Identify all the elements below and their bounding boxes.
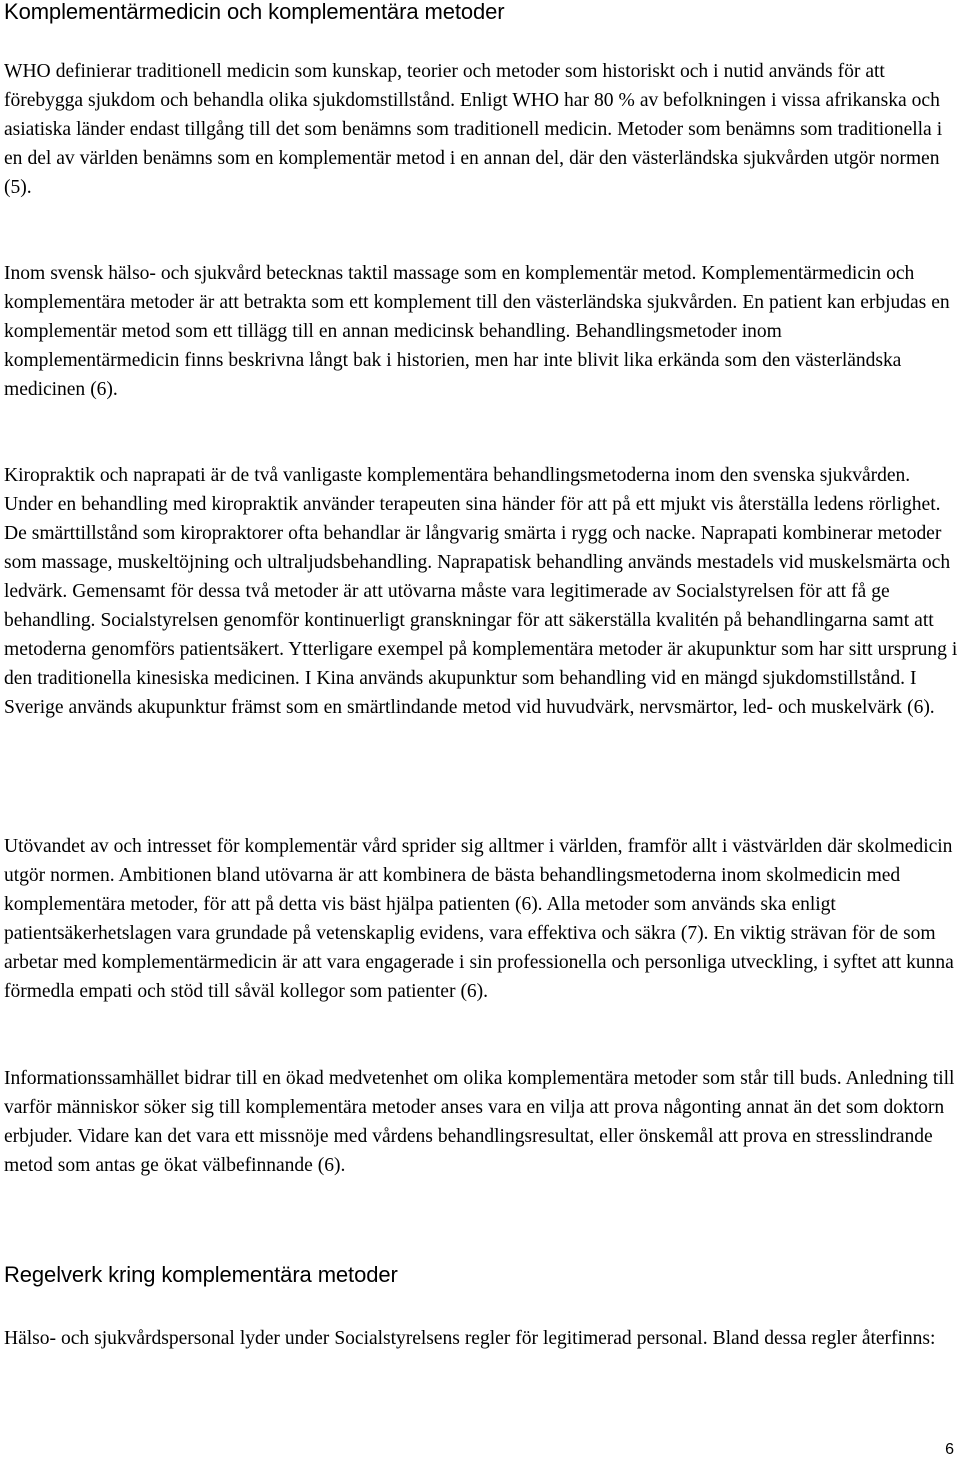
paragraph-who-definition: WHO definierar traditionell medicin som kunskap, teorier och metoder som historiskt och i nutid används för att förebygga sjukdom och behandla olika sjukdomstillstånd. Enligt WHO har 80 % av befolkningen i vissa afrikanska och asiatiska länder endast tillgång till det som benämns som traditionell medicin. Metoder som benämns som traditionella i en del av världen benämns som en komplementär metod i en annan del, där den västerländska sjukvården utgör normen (5). [4,61,943,198]
paragraph-halso-sjukvardspersonal: Hälso- och sjukvårdspersonal lyder under Socialstyrelsens regler för legitimerad personal. Bland dessa regler återfinns: [4,1328,936,1349]
paragraph-taktil-massage: Inom svensk hälso- och sjukvård betecknas taktil massage som en komplementär metod. Komplementärmedicin och komplementära metoder är att betrakta som ett komplement till den västerländska sjukvården. En patient kan erbjudas en komplementär metod som ett tillägg till en annan medicinsk behandling. Behandlingsmetoder inom komplementärmedicin finns beskrivna långt bak i historien, men har inte blivit lika erkända som den västerländska medicinen (6). [4,263,950,400]
section-heading-komplementarmedicin: Komplementärmedicin och komplementära metoder [4,0,505,24]
page-number: 6 [945,1441,954,1458]
paragraph-kiropraktik-naprapati: Kiropraktik och naprapati är de två vanligaste komplementära behandlingsmetoderna inom den svenska sjukvården. Under en behandling med kiropraktik använder terapeuten sina händer för att på ett mjukt vis återställa ledens rörlighet. De smärttillstånd som kiropraktorer ofta behandlar är långvarig smärta i rygg och nacke. Naprapati kombinerar metoder som massage, muskeltöjning och ultraljudsbehandling. Naprapatisk behandling används mestadels vid muskelsmärta och ledvärk. Gemensamt för dessa två metoder är att utövarna måste vara legitimerade av Socialstyrelsen för att få ge behandling. Socialstyrelsen genomför kontinuerligt granskningar för att säkerställa kvalitén på behandlingarna samt att metoderna genomförs patientsäkert. Ytterligare exempel på komplementära metoder är akupunktur som har sitt ursprung i den traditionella kinesiska medicinen. I Kina används akupunktur som behandling vid en mängd sjukdomstillstånd. I Sverige används akupunktur främst som en smärtlindande metod vid huvudvärk, nervsmärtor, led- och muskelvärk (6). [4,465,958,718]
paragraph-informationssamhallet: Informationssamhället bidrar till en ökad medvetenhet om olika komplementära metoder som står till buds. Anledning till varför människor söker sig till komplementära metoder anses vara en vilja att prova någonting annat än det som doktorn erbjuder. Vidare kan det vara ett missnöje med vårdens behandlingsresultat, eller önskemål att prova en stresslindrande metod som antas ge ökat välbefinnande (6). [4,1068,955,1176]
section-heading-regelverk: Regelverk kring komplementära metoder [4,1262,398,1287]
paragraph-utovandet: Utövandet av och intresset för komplementär vård sprider sig alltmer i världen, framför allt i västvärlden där skolmedicin utgör normen. Ambitionen bland utövarna är att kombinera de bästa behandlingsmetoderna inom skolmedicin med komplementära metoder, för att på detta vis bäst hjälpa patienten (6). Alla metoder som används ska enligt patientsäkerhetslagen vara grundade på vetenskaplig evidens, vara effektiva och säkra (7). En viktig strävan för de som arbetar med komplementärmedicin är att vara engagerade i sin professionella och personliga utveckling, i syftet att kunna förmedla empati och stöd till såväl kollegor som patienter (6). [4,836,954,1002]
